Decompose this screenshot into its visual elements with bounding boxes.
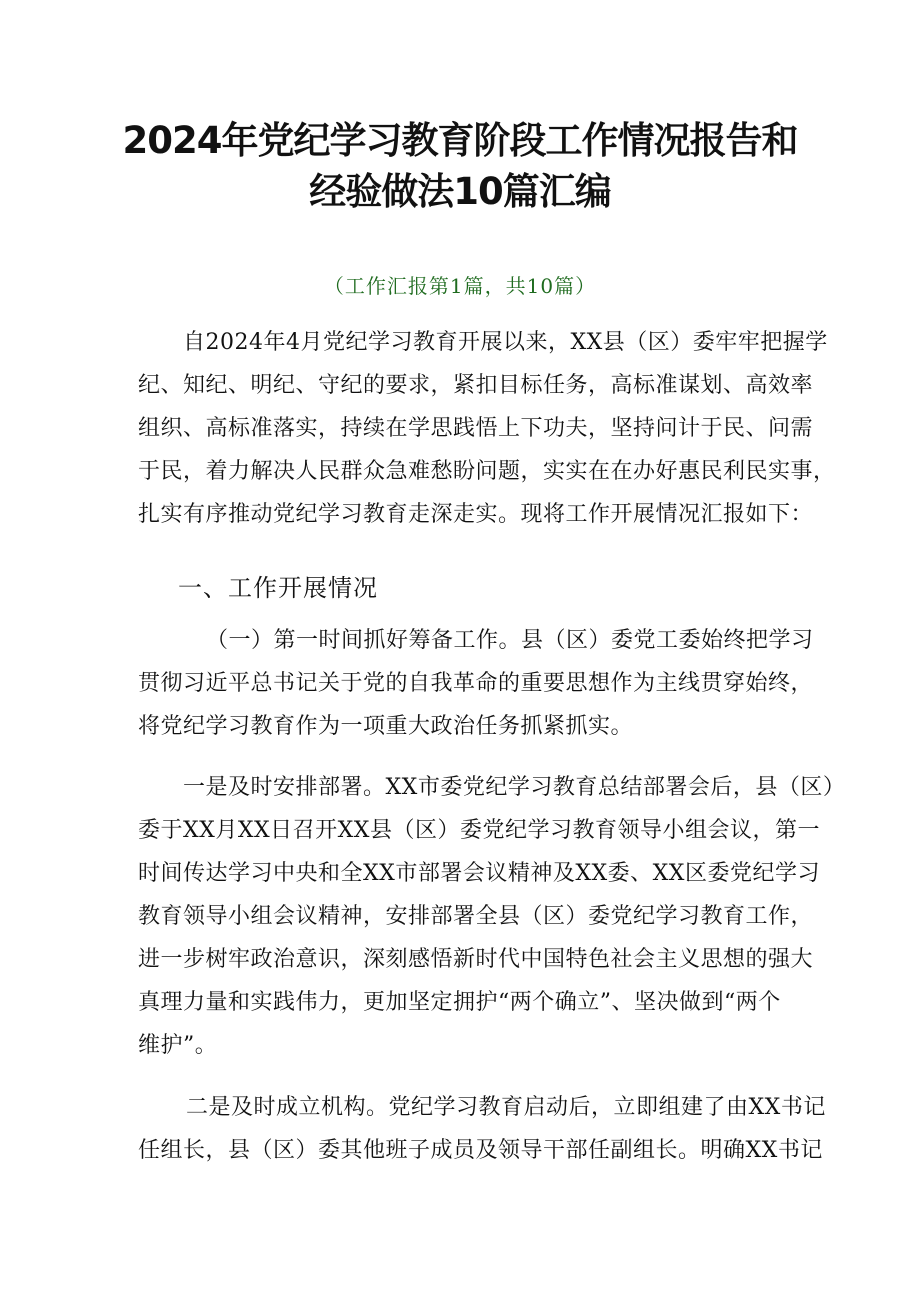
intro-line: 纪、知纪、明纪、守纪的要求，紧扣目标任务，高标准谋划、高效率	[138, 373, 814, 398]
intro-line: 于民，着力解决人民群众急难愁盼问题，实实在在办好惠民利民实事，	[138, 459, 836, 484]
paragraph-line: 时间传达学习中央和全XX市部署会议精神及XX委、XX区委党纪学习	[138, 861, 820, 886]
paragraph-line: 维护”。	[138, 1033, 218, 1058]
document-title-line-2: 经验做法10篇汇编	[309, 170, 611, 213]
paragraph-line: 真理力量和实践伟力，更加坚定拥护“两个确立”、坚决做到“两个	[138, 990, 781, 1015]
paragraph-line: 一是及时安排部署。XX市委党纪学习教育总结部署会后，县（区）	[183, 775, 846, 800]
intro-line: 组织、高标准落实，持续在学思践悟上下功夫，坚持问计于民、问需	[138, 416, 814, 441]
intro-line: 扎实有序推动党纪学习教育走深走实。现将工作开展情况汇报如下：	[138, 502, 814, 527]
paragraph-line: 任组长，县（区）委其他班子成员及领导干部任副组长。明确XX书记	[138, 1138, 823, 1163]
paragraph-line: 委于XX月XX日召开XX县（区）委党纪学习教育领导小组会议，第一	[138, 818, 820, 843]
subsection-line: 贯彻习近平总书记关于党的自我革命的重要思想作为主线贯穿始终，	[138, 671, 814, 696]
paragraph-line: 进一步树牢政治意识，深刻感悟新时代中国特色社会主义思想的强大	[138, 947, 814, 972]
document-title-line-1: 2024年党纪学习教育阶段工作情况报告和	[122, 119, 798, 162]
section-heading: 一、工作开展情况	[178, 574, 378, 602]
subsection-line: 将党纪学习教育作为一项重大政治任务抓紧抓实。	[138, 714, 634, 739]
paragraph-line: 教育领导小组会议精神，安排部署全县（区）委党纪学习教育工作，	[138, 904, 814, 929]
paragraph-line: 二是及时成立机构。党纪学习教育启动后，立即组建了由XX书记	[186, 1095, 826, 1120]
subsection-line: （一）第一时间抓好筹备工作。县（区）委党工委始终把学习	[206, 628, 814, 653]
intro-line: 自2024年4月党纪学习教育开展以来，XX县（区）委牢牢把握学	[183, 330, 828, 355]
document-subtitle: （工作汇报第1篇，共10篇）	[323, 274, 597, 298]
